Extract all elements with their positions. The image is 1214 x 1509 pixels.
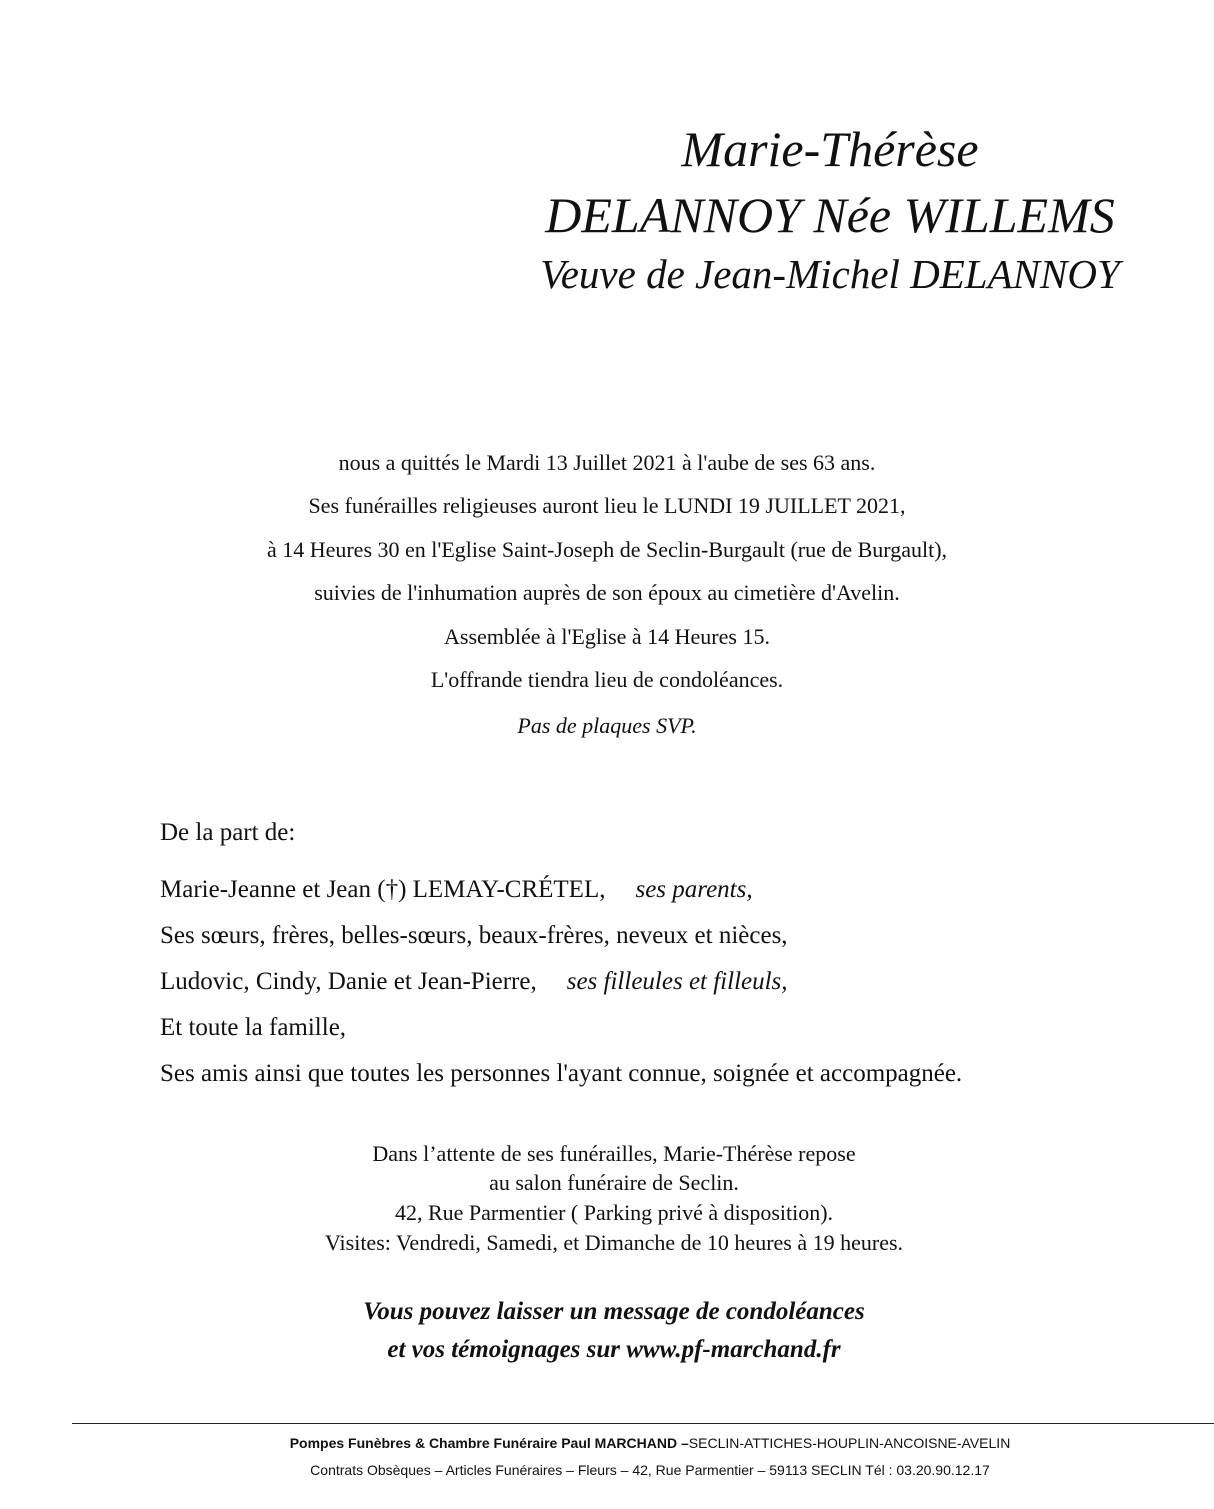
- deceased-first-name: Marie-Thérèse: [681, 121, 979, 177]
- family-friends: Ses amis ainsi que toutes les personnes l'ayant connue, soignée et accompagnée.: [160, 1060, 963, 1087]
- footer-services-line: Contrats Obsèques – Articles Funéraires – Fleurs – 42, Rue Parmentier – 59113 SECLIN Tél : 03.20.90.12.17: [310, 1462, 990, 1478]
- visitation-line-salon: au salon funéraire de Seclin.: [489, 1170, 739, 1195]
- family-intro: De la part de:: [160, 819, 296, 846]
- announcement-note-no-plaques: Pas de plaques SVP.: [517, 713, 697, 738]
- footer-locations: SECLIN-ATTICHES-HOUPLIN-ANCOISNE-AVELIN: [688, 1435, 1011, 1451]
- condolences-line-message: Vous pouvez laisser un message de condoléances: [363, 1298, 865, 1325]
- announcement-line-offering: L'offrande tiendra lieu de condoléances.: [430, 667, 784, 692]
- visitation-line-rest: Dans l’attente de ses funérailles, Marie-Thérèse repose: [372, 1141, 856, 1166]
- family-siblings: Ses sœurs, frères, belles-sœurs, beaux-frères, neveux et nièces,: [160, 922, 788, 949]
- family-godchildren-names: Ludovic, Cindy, Danie et Jean-Pierre,: [160, 968, 537, 995]
- announcement-line-assembly: Assemblée à l'Eglise à 14 Heures 15.: [444, 624, 770, 649]
- family-parents-names: Marie-Jeanne et Jean (†) LEMAY-CRÉTEL,: [160, 876, 606, 903]
- visitation-line-address: 42, Rue Parmentier ( Parking privé à disposition).: [394, 1200, 834, 1225]
- announcement-line-burial: suivies de l'inhumation auprès de son époux au cimetière d'Avelin.: [314, 580, 900, 605]
- footer-divider: [72, 1423, 1214, 1424]
- announcement-line-death: nous a quittés le Mardi 13 Juillet 2021 à l'aube de ses 63 ans.: [338, 450, 876, 475]
- family-parents-role: ses parents,: [635, 876, 753, 903]
- family-godchildren-role: ses filleules et filleuls,: [566, 968, 788, 995]
- widow-of-line: Veuve de Jean-Michel DELANNOY: [540, 251, 1120, 297]
- footer-company-line: [0, 1433, 1214, 1453]
- footer-company-name: Pompes Funèbres & Chambre Funéraire Paul MARCHAND –: [289, 1435, 689, 1451]
- visitation-line-hours: Visites: Vendredi, Samedi, et Dimanche de 10 heures à 19 heures.: [324, 1230, 904, 1255]
- family-whole-family: Et toute la famille,: [160, 1014, 347, 1041]
- family-parents: [160, 874, 753, 906]
- family-godchildren: [160, 966, 788, 998]
- deceased-full-name: DELANNOY Née WILLEMS: [545, 187, 1115, 243]
- announcement-line-church: à 14 Heures 30 en l'Eglise Saint-Joseph de Seclin-Burgault (rue de Burgault),: [266, 537, 948, 562]
- announcement-line-funeral-date: Ses funérailles religieuses auront lieu le LUNDI 19 JUILLET 2021,: [308, 493, 906, 518]
- condolences-line-website: et vos témoignages sur www.pf-marchand.fr: [387, 1336, 841, 1363]
